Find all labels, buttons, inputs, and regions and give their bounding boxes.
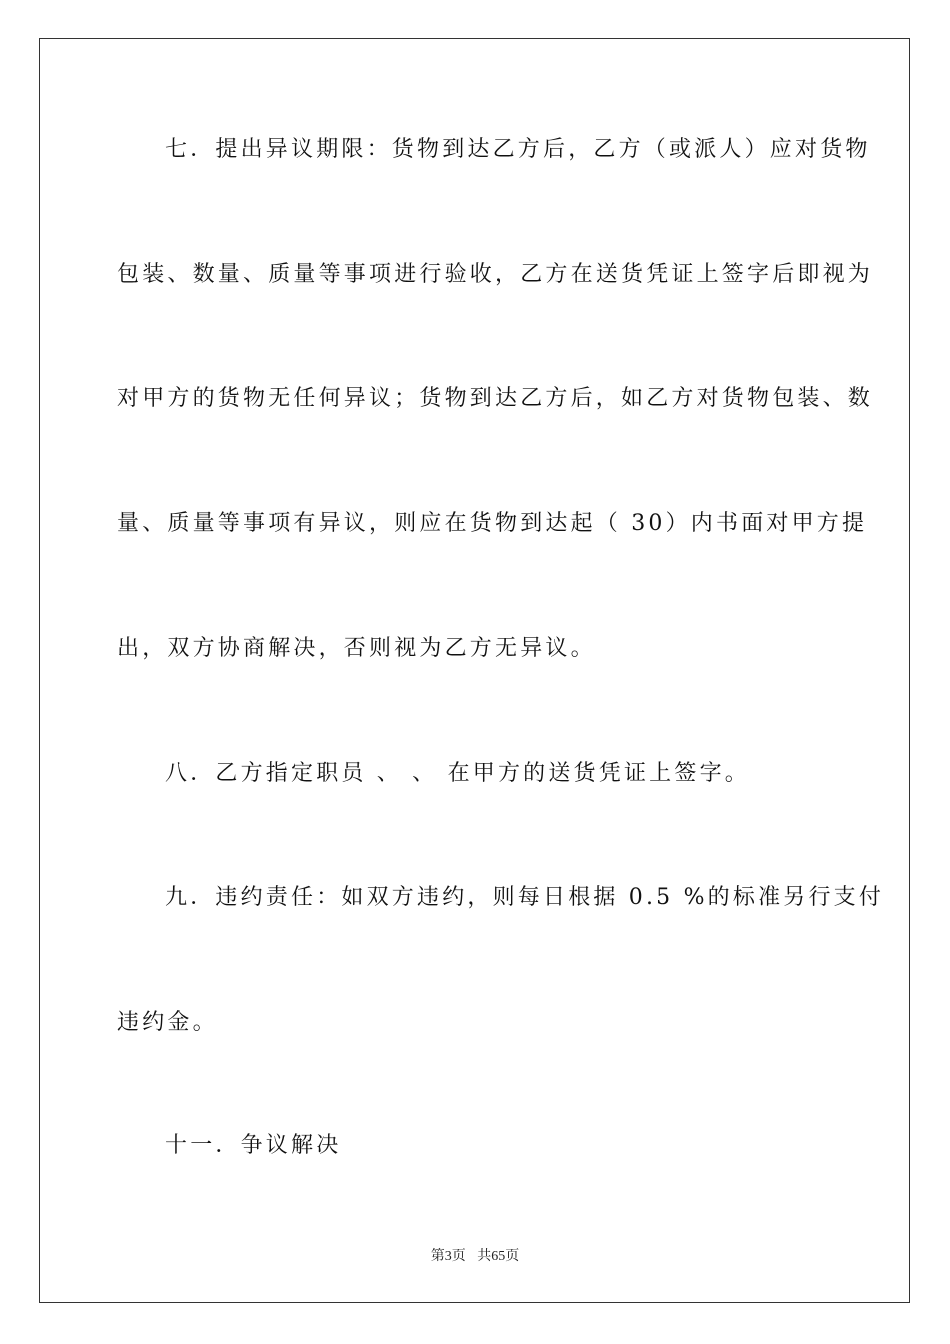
- clause-7-line-2: 包装、数量、质量等事项进行验收，乙方在送货凭证上签字后即视为: [117, 262, 874, 287]
- clause-7-line-3: 对甲方的货物无任何异议；货物到达乙方后，如乙方对货物包装、数: [117, 386, 874, 411]
- page-number: 第3页: [430, 1249, 466, 1264]
- clause-9-line-1: 九．违约责任：如双方违约，则每日根据 0.5 %的标准另行支付: [165, 885, 885, 910]
- clause-7-line-1: 七．提出异议期限：货物到达乙方后，乙方（或派人）应对货物: [165, 137, 871, 162]
- clause-11-heading: 十一．争议解决: [165, 1133, 342, 1158]
- clause-9-line-2: 违约金。: [117, 1010, 218, 1035]
- clause-8-line-1: 八．乙方指定职员 、 、 在甲方的送货凭证上签字。: [165, 761, 750, 786]
- clause-7-line-4: 量、质量等事项有异议，则应在货物到达起（ 30）内书面对甲方提: [117, 511, 868, 536]
- page-total: 共65页: [477, 1249, 520, 1264]
- page-footer: [0, 1247, 950, 1267]
- page-frame: [39, 38, 910, 1303]
- clause-7-line-5: 出，双方协商解决，否则视为乙方无异议。: [117, 636, 596, 661]
